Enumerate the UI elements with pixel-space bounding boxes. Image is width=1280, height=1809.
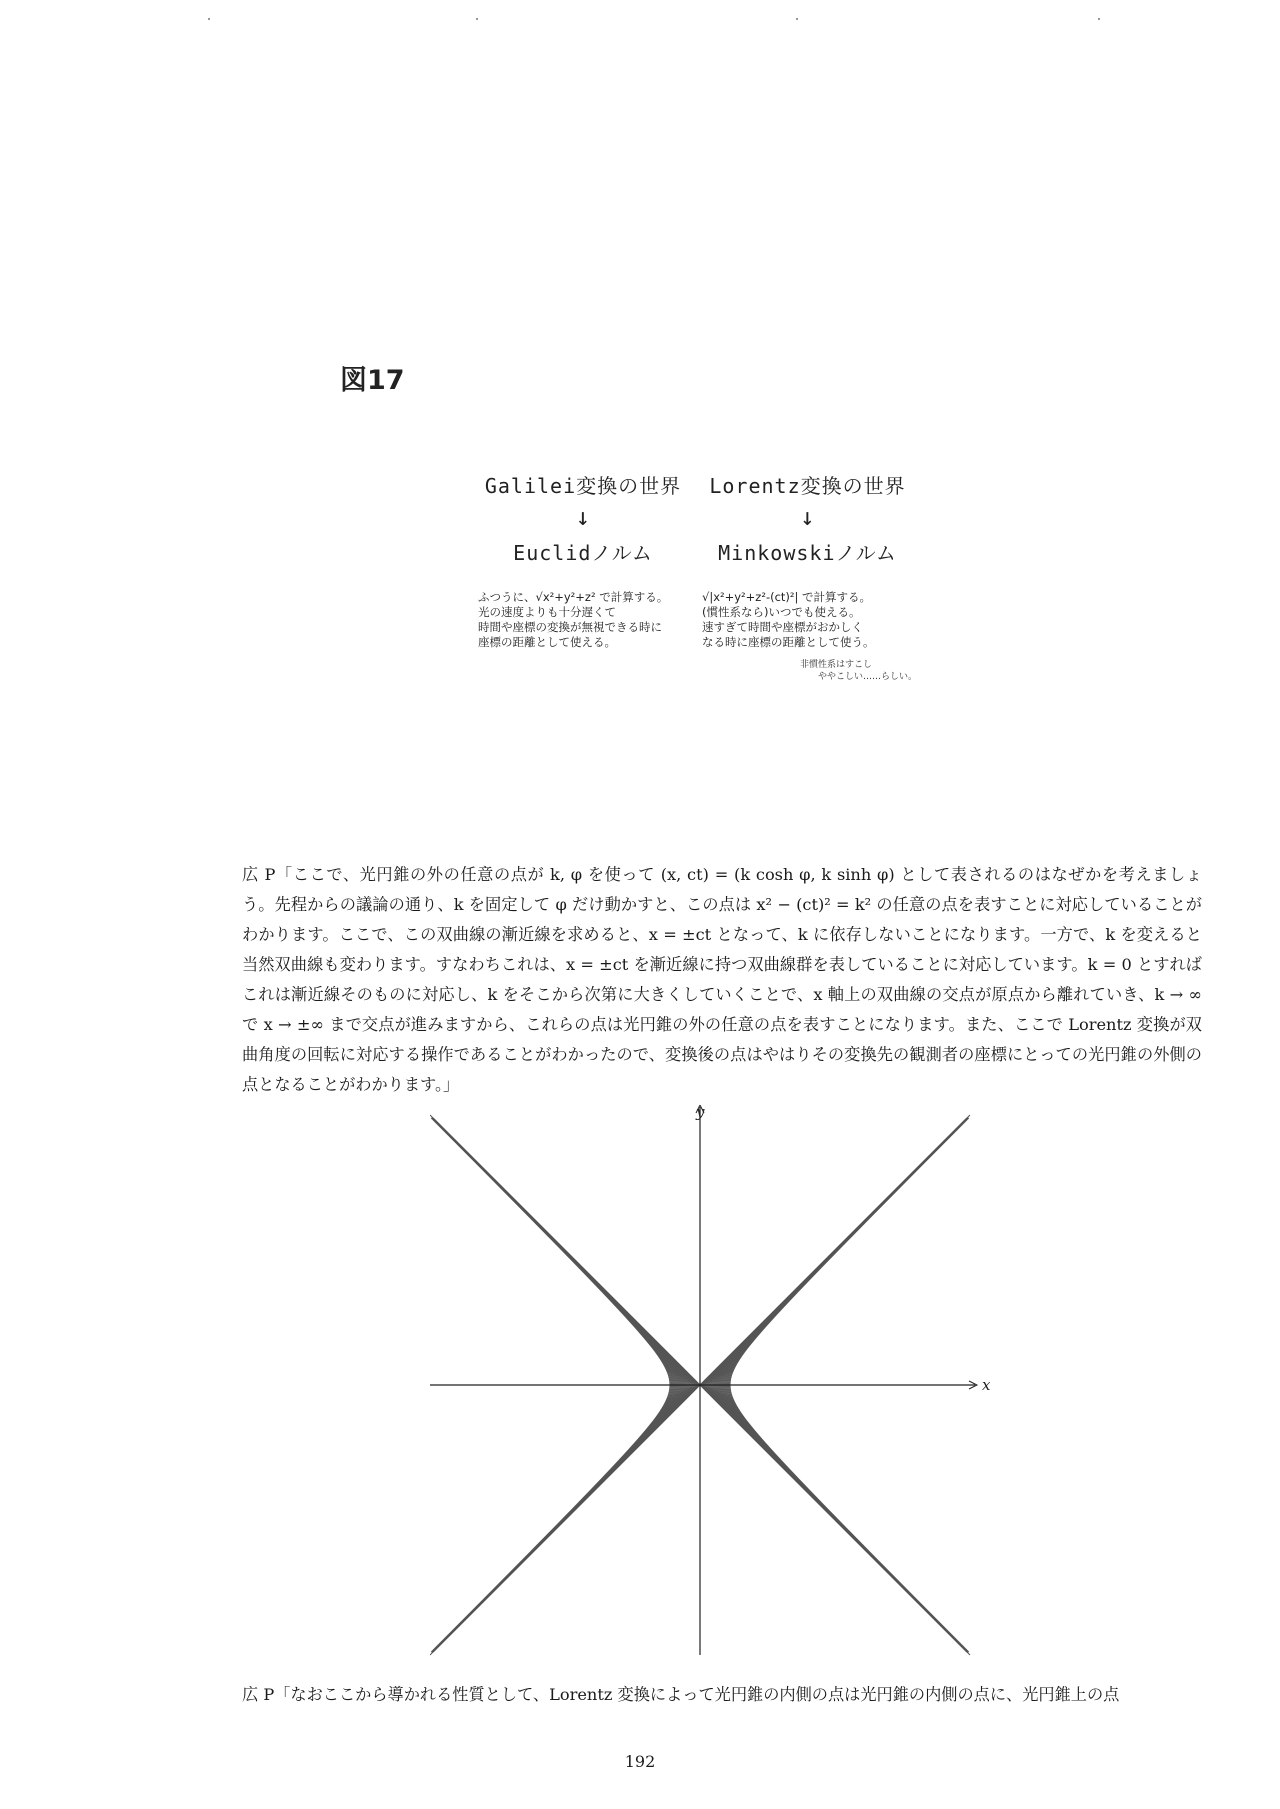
- scan-dot: [208, 18, 210, 20]
- lorentz-column: [700, 470, 915, 566]
- down-arrow-icon: ↓: [800, 503, 815, 531]
- scan-dot: [1098, 18, 1100, 20]
- figure-label: 図17: [340, 365, 405, 396]
- page-number: 192: [624, 1752, 656, 1771]
- dialogue-paragraph: 広 P「ここで、光円錐の外の任意の点が k, φ を使って (x, ct) = (k cosh φ, k sinh φ) として表されるのはなぜかを考えましょう。先程からの議論の通り、k を固定して φ だけ動かすと、この点は x² − (ct)² = k² の任意の点を表すことに対応していることがわかります。ここで、この双曲線の漸近線を求めると、x = ±ct となって、k に依存しないことになります。一方で、k を変えると当然双曲線も変わります。すなわちこれは、x = ±ct を漸近線に持つ双曲線群を表していることに対応しています。k = 0 とすればこれは漸近線そのものに対応し、k をそこから次第に大きくしていくことで、x 軸上の双曲線の交点が原点から離れていき、k → ∞ で x → ±∞ まで交点が進みますから、これらの点は光円錐の外の任意の点を表すことになります。また、ここで Lorentz 変換が双曲角度の回転に対応する操作であることがわかったので、変換後の点はやはりその変換先の観測者の座標にとっての光円錐の外側の点となることがわかります。」: [242, 865, 1202, 1094]
- hyperbola-family-chart: [430, 1105, 990, 1665]
- galilei-column: [478, 470, 688, 566]
- scan-dot: [796, 18, 798, 20]
- euclid-note: ふつうに、√x²+y²+z² で計算する。 光の速度よりも十分遅くて 時間や座標の変換が無視できる時に 座標の距離として使える。: [478, 590, 669, 649]
- minkowski-note: √|x²+y²+z²-(ct)²| で計算する。 (慣性系なら)いつでも使える。 速すぎて時間や座標がおかしく なる時に座標の距離として使う。: [702, 590, 875, 649]
- minkowski-norm-heading: Minkowskiノルム: [718, 541, 897, 565]
- euclid-norm-heading: Euclidノルム: [513, 541, 653, 565]
- non-inertial-side-note: 非慣性系はすこし ややこしい……らしい。: [800, 660, 918, 682]
- dialogue-paragraph: 広 P「なおここから導かれる性質として、Lorentz 変換によって光円錐の内側の点は光円錐の内側の点に、光円錐上の点: [242, 1685, 1120, 1704]
- down-arrow-icon: ↓: [575, 503, 591, 531]
- galilei-world-heading: Galilei変換の世界: [484, 474, 682, 498]
- y-axis-label: y: [696, 1105, 705, 1121]
- x-axis-label: x: [982, 1376, 990, 1394]
- scan-dot: [476, 18, 478, 20]
- lorentz-world-heading: Lorentz変換の世界: [709, 474, 906, 498]
